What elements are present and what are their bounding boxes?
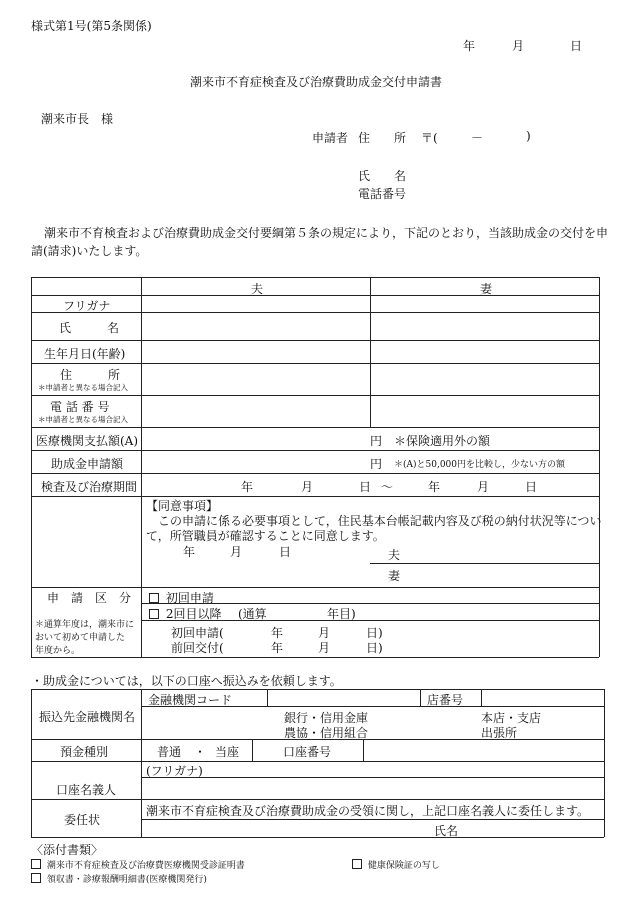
consent-title: 【同意事項】 (146, 499, 219, 513)
checkbox-icon[interactable] (149, 609, 159, 619)
category-note-3: 年度から。 (35, 646, 81, 656)
consent-wife: 妻 (388, 569, 401, 583)
proxy-text: 潮来市不育症検査及び治療費助成金の受領に関し，上記口座名義人に委任します。 (146, 804, 590, 818)
first-date-year: 年 (271, 626, 284, 640)
period-start-day: 日 (359, 480, 372, 494)
form-number: 様式第1号(第5条関係) (31, 19, 152, 33)
address-label: 住 所 (358, 131, 407, 145)
institution-code-label: 金融機関コード (148, 693, 233, 707)
attachment-item-2[interactable] (352, 858, 440, 871)
account-holder-label: 口座名義人 (56, 783, 117, 797)
total-years-label: (通算 (238, 607, 267, 621)
attachment-item-1[interactable] (31, 858, 245, 871)
consent-line-1: この申請に係る必要事項として，住民基本台帳記載内容及び税の納付状況等につい (158, 514, 602, 528)
phone-label: 電話番号 (358, 187, 407, 201)
phone-row-label: 電 話 番 号 (50, 400, 110, 414)
date-day: 日 (570, 39, 583, 53)
category-note-1: ＊通算年度は，潮来市に (35, 620, 135, 630)
attachment-item-3[interactable] (31, 872, 207, 885)
branch-number-label: 店番号 (427, 693, 464, 707)
category-note-2: おいて初めて申請した (35, 633, 126, 643)
period-end-day: 日 (525, 480, 538, 494)
checkbox-icon[interactable] (149, 593, 159, 603)
first-application-option[interactable] (149, 589, 214, 606)
intro-line-1: 潮来市不育検査および治療費助成金交付要綱第５条の規定により，下記のとおり，当該助成金の交付を申 (44, 226, 609, 240)
postal-dash: － (471, 131, 484, 145)
address-row-label: 住 所 (60, 368, 121, 382)
ordinary-option[interactable]: 普通 (157, 745, 182, 759)
bank-types-line-1: 銀行・信用金庫 (284, 711, 369, 725)
prev-date-day: 日) (366, 641, 383, 655)
consent-year: 年 (183, 545, 196, 559)
prev-date-month: 月 (318, 641, 331, 655)
postal-prefix: 〒( (421, 131, 438, 145)
bank-name-label: 振込先金融機関名 (39, 710, 136, 724)
second-application-option[interactable] (149, 605, 221, 622)
second-application-label: 2回目以降 (165, 607, 222, 621)
consent-month: 月 (230, 545, 243, 559)
period-end-year: 年 (428, 480, 441, 494)
checkbox-icon[interactable] (31, 873, 41, 883)
proxy-label: 委任状 (64, 813, 101, 827)
period-end-month: 月 (477, 480, 490, 494)
address-note: ＊申請者と異なる場合記入 (38, 383, 128, 392)
period-label: 検査及び治療期間 (41, 480, 138, 494)
prev-date-year: 年 (271, 641, 284, 655)
intro-line-2: 請(請求)いたします。 (31, 244, 148, 258)
branch-types-line-2: 出張所 (481, 726, 518, 740)
attachment-item-1-label: 潮来市不育症検査及び治療費医療機関受診証明書 (46, 861, 245, 871)
holder-furigana-label: (フリガナ) (146, 764, 203, 778)
period-tilde: ～ (381, 480, 394, 494)
bank-intro: ・助成金については，以下の口座へ振込みを依頼します。 (31, 674, 342, 688)
current-option[interactable]: 当座 (215, 745, 240, 759)
yen-unit: 円 (370, 457, 383, 471)
period-start-year: 年 (241, 480, 254, 494)
birth-label: 生年月日(年齢) (44, 347, 126, 361)
first-date-day: 日) (366, 626, 383, 640)
attachments-title: 〈添付書類〉 (31, 843, 104, 857)
checkbox-icon[interactable] (352, 859, 362, 869)
consent-day: 日 (279, 545, 292, 559)
name-row-label: 氏 名 (59, 321, 120, 335)
column-wife: 妻 (480, 282, 493, 296)
furigana-label: フリガナ (63, 299, 111, 313)
yen-unit: 円 (370, 434, 383, 448)
applicant-label: 申請者 (312, 131, 349, 145)
previous-grant-label: 前回交付( (171, 641, 224, 655)
account-number-label: 口座番号 (283, 745, 332, 759)
addressee: 潮来市長 様 (41, 112, 114, 126)
period-start-month: 月 (301, 480, 314, 494)
category-label: 申 請 区 分 (47, 591, 132, 605)
first-application-label: 初回申請 (165, 591, 214, 605)
name-label: 氏 名 (358, 169, 407, 183)
attachment-item-3-label: 領収書・診療報酬明細書(医療機関発行) (46, 875, 207, 885)
date-month: 月 (512, 39, 525, 53)
total-years-unit: 年目) (327, 607, 356, 621)
subsidy-label: 助成金申請額 (51, 457, 124, 471)
consent-husband: 夫 (388, 548, 401, 562)
bank-types-line-2: 農協・信用組合 (284, 726, 369, 740)
subsidy-note: ＊(A)と50,000円を比較し，少ない方の額 (394, 460, 566, 470)
attachment-item-2-label: 健康保険証の写し (367, 861, 440, 871)
consent-line-2: て，所管職員が確認することに同意します。 (146, 529, 385, 543)
proxy-name-label: 氏名 (434, 824, 459, 838)
medical-note: ＊保険適用外の額 (394, 434, 491, 448)
first-application-date-label: 初回申請( (171, 626, 224, 640)
column-husband: 夫 (251, 282, 264, 296)
date-year: 年 (463, 39, 476, 53)
deposit-type-label: 預金種別 (60, 745, 109, 759)
phone-note: ＊申請者と異なる場合記入 (38, 415, 128, 424)
branch-types-line-1: 本店・支店 (481, 711, 542, 725)
medical-paid-label: 医療機関支払額(A) (36, 434, 139, 448)
checkbox-icon[interactable] (31, 859, 41, 869)
postal-close: ) (526, 129, 531, 143)
document-title: 潮来市不育症検査及び治療費助成金交付申請書 (190, 75, 443, 89)
first-date-month: 月 (318, 626, 331, 640)
option-separator: ・ (194, 745, 207, 759)
